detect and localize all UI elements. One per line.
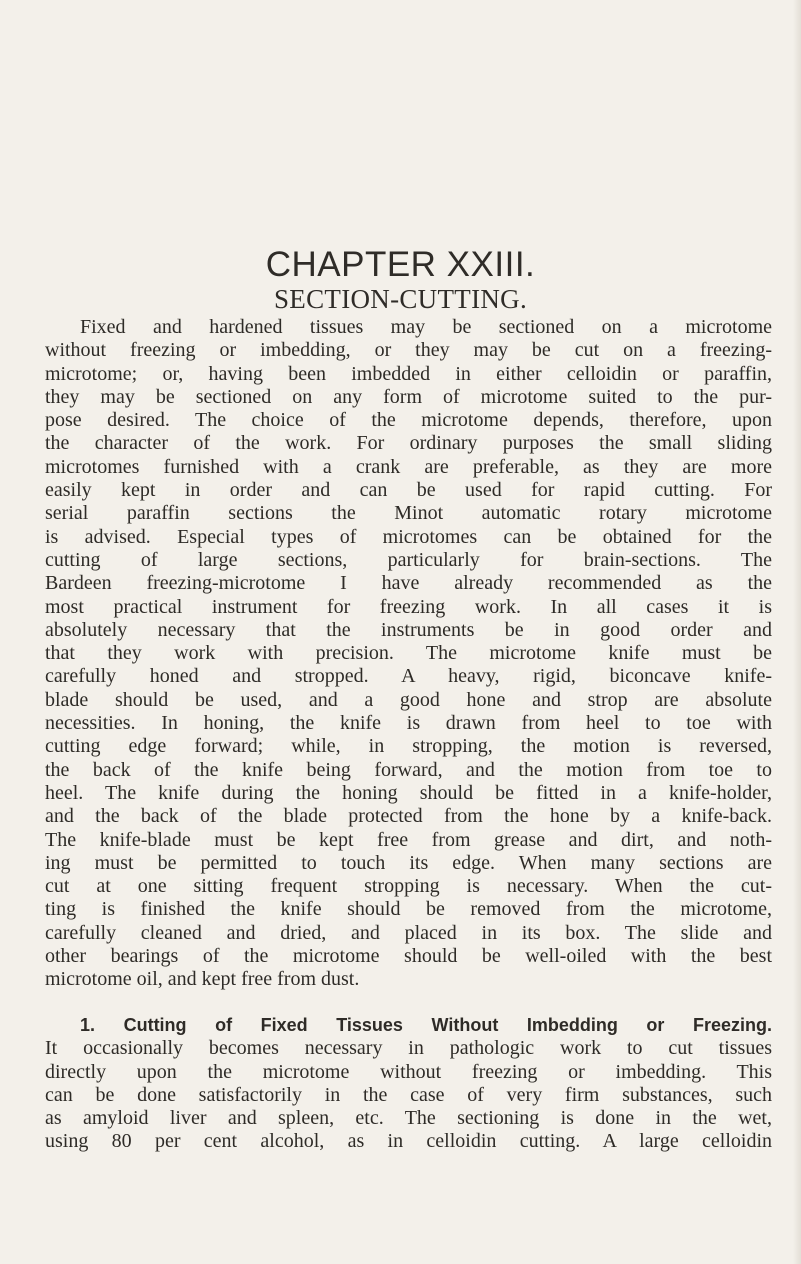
text-line: using 80 per cent alcohol, as in celloidin cutting. A large celloidin [45, 1130, 772, 1153]
text-line: It occasionally becomes necessary in pathologic work to cut tissues [45, 1037, 772, 1060]
text-line: other bearings of the microtome should be well-oiled with the best [45, 945, 772, 968]
text-line: easily kept in order and can be used for rapid cutting. For [45, 479, 772, 502]
text-line: as amyloid liver and spleen, etc. The sectioning is done in the wet, [45, 1107, 772, 1130]
text-line: they may be sectioned on any form of microtome suited to the pur- [45, 385, 772, 408]
text-line: Fixed and hardened tissues may be sectioned on a microtome [80, 316, 772, 338]
text-line: necessities. In honing, the knife is drawn from heel to toe with [45, 712, 772, 735]
text-line: directly upon the microtome without freezing or imbedding. This [45, 1060, 772, 1083]
text-line: without freezing or imbedding, or they may be cut on a freezing- [45, 339, 772, 362]
text-line: microtome oil, and kept free from dust. [45, 968, 360, 991]
text-line: microtomes furnished with a crank are preferable, as they are more [45, 455, 772, 478]
text-line: heel. The knife during the honing should be fitted in a knife-holder, [45, 781, 772, 804]
text-line: carefully honed and stropped. A heavy, rigid, biconcave knife- [45, 665, 772, 688]
text-line: serial paraffin sections the Minot automatic rotary microtome [45, 502, 772, 525]
text-line: The knife-blade must be kept free from grease and dirt, and noth- [45, 828, 772, 851]
text-line: carefully cleaned and dried, and placed in its box. The slide and [45, 921, 772, 944]
text-line: is advised. Especial types of microtomes can be obtained for the [45, 525, 772, 548]
body-paragraph-2 [45, 1014, 772, 1154]
text-line: most practical instrument for freezing work. In all cases it is [45, 595, 772, 618]
text-line: ting is finished the knife should be removed from the microtome, [45, 898, 772, 921]
body-paragraph-1 [45, 316, 772, 992]
section-title: SECTION-CUTTING. [273, 284, 528, 314]
page-edge [793, 0, 801, 1264]
text-line: can be done satisfactorily in the case of very firm substances, such [45, 1083, 772, 1106]
text-line: and the back of the blade protected from the hone by a knife-back. [45, 805, 772, 828]
text-line: cutting edge forward; while, in stropping, the motion is reversed, [45, 735, 772, 758]
subsection-number: 1. [80, 1015, 96, 1035]
subsection-heading: Cutting of Fixed Tissues Without Imbedding or Freezing. [123, 1015, 772, 1035]
text-line: that they work with precision. The microtome knife must be [45, 642, 772, 665]
subsection-heading-line [45, 1014, 772, 1037]
text-line: Bardeen freezing-microtome I have already recommended as the [45, 572, 772, 595]
text-line: ing must be permitted to touch its edge. When many sections are [45, 851, 772, 874]
text-line: absolutely necessary that the instruments be in good order and [45, 618, 772, 641]
text-line: the character of the work. For ordinary purposes the small sliding [45, 432, 772, 455]
text-line: blade should be used, and a good hone and strop are absolute [45, 688, 772, 711]
chapter-heading: CHAPTER XXIII. [265, 245, 536, 284]
text-line: the back of the knife being forward, and the motion from toe to [45, 758, 772, 781]
text-line: cutting of large sections, particularly for brain-sections. The [45, 548, 772, 571]
text-line: pose desired. The choice of the microtome depends, therefore, upon [45, 409, 772, 432]
text-line: cut at one sitting frequent stropping is necessary. When the cut- [45, 875, 772, 898]
text-line: microtome; or, having been imbedded in either celloidin or paraffin, [45, 362, 772, 385]
